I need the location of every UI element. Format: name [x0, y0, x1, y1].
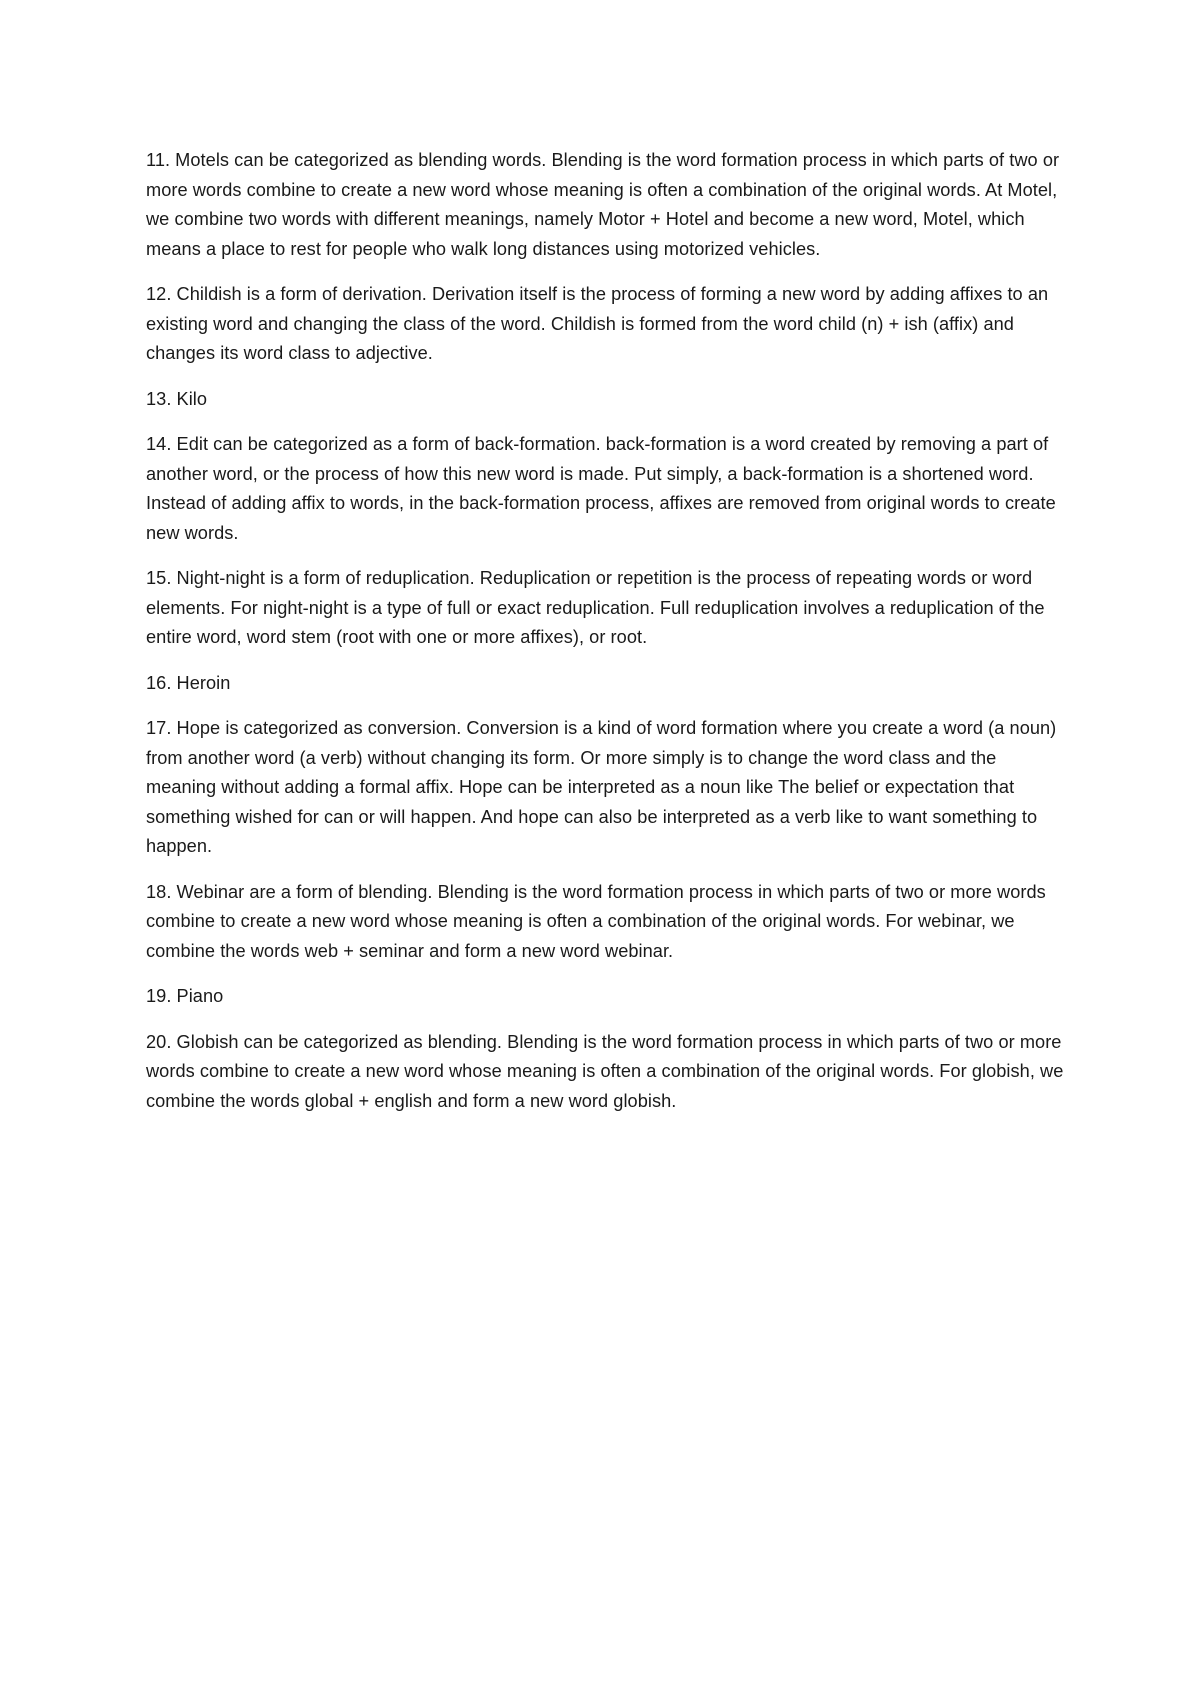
- paragraph-item-15: 15. Night-night is a form of reduplication. Reduplication or repetition is the process of repeating words or word elements. For night-night is a type of full or exact reduplication. Full reduplication involves a reduplication of the entire word, word stem (root with one or more affixes), or root.: [146, 568, 1045, 647]
- paragraph-item-17: 17. Hope is categorized as conversion. Conversion is a kind of word formation where you create a word (a noun) from another word (a verb) without changing its form. Or more simply is to change the word class and the meaning without adding a formal affix. Hope can be interpreted as a noun like The belief or expectation that something wished for can or will happen. And hope can also be interpreted as a verb like to want something to happen.: [146, 718, 1057, 856]
- paragraph-item-14: 14. Edit can be categorized as a form of back-formation. back-formation is a word created by removing a part of another word, or the process of how this new word is made. Put simply, a back-formation is a shortened word. Instead of adding affix to words, in the back-formation process, affixes are removed from original words to create new words.: [146, 434, 1056, 543]
- paragraph-item-11: 11. Motels can be categorized as blending words. Blending is the word formation process in which parts of two or more words combine to create a new word whose meaning is often a combination of the original words. At Motel, we combine two words with different meanings, namely Motor + Hotel and become a new word, Motel, which means a place to rest for people who walk long distances using motorized vehicles.: [146, 150, 1060, 259]
- paragraph-item-20: 20. Globish can be categorized as blending. Blending is the word formation process in which parts of two or more words combine to create a new word whose meaning is often a combination of the original words. For globish, we combine the words global + english and form a new word globish.: [146, 1031, 1064, 1111]
- paragraph-item-18: 18. Webinar are a form of blending. Blending is the word formation process in which parts of two or more words combine to create a new word whose meaning is often a combination of the original words. For webinar, we combine the words web + seminar and form a new word webinar.: [146, 881, 1046, 961]
- document-body: [146, 146, 1066, 1132]
- paragraph-item-16: 16. Heroin: [146, 672, 231, 693]
- paragraph-item-12: 12. Childish is a form of derivation. Derivation itself is the process of forming a new word by adding affixes to an existing word and changing the class of the word. Childish is formed from the word child (n) + ish (affix) and changes its word class to adjective.: [146, 284, 1049, 363]
- paragraph-item-13: 13. Kilo: [146, 388, 208, 409]
- paragraph-item-19: 19. Piano: [146, 986, 224, 1006]
